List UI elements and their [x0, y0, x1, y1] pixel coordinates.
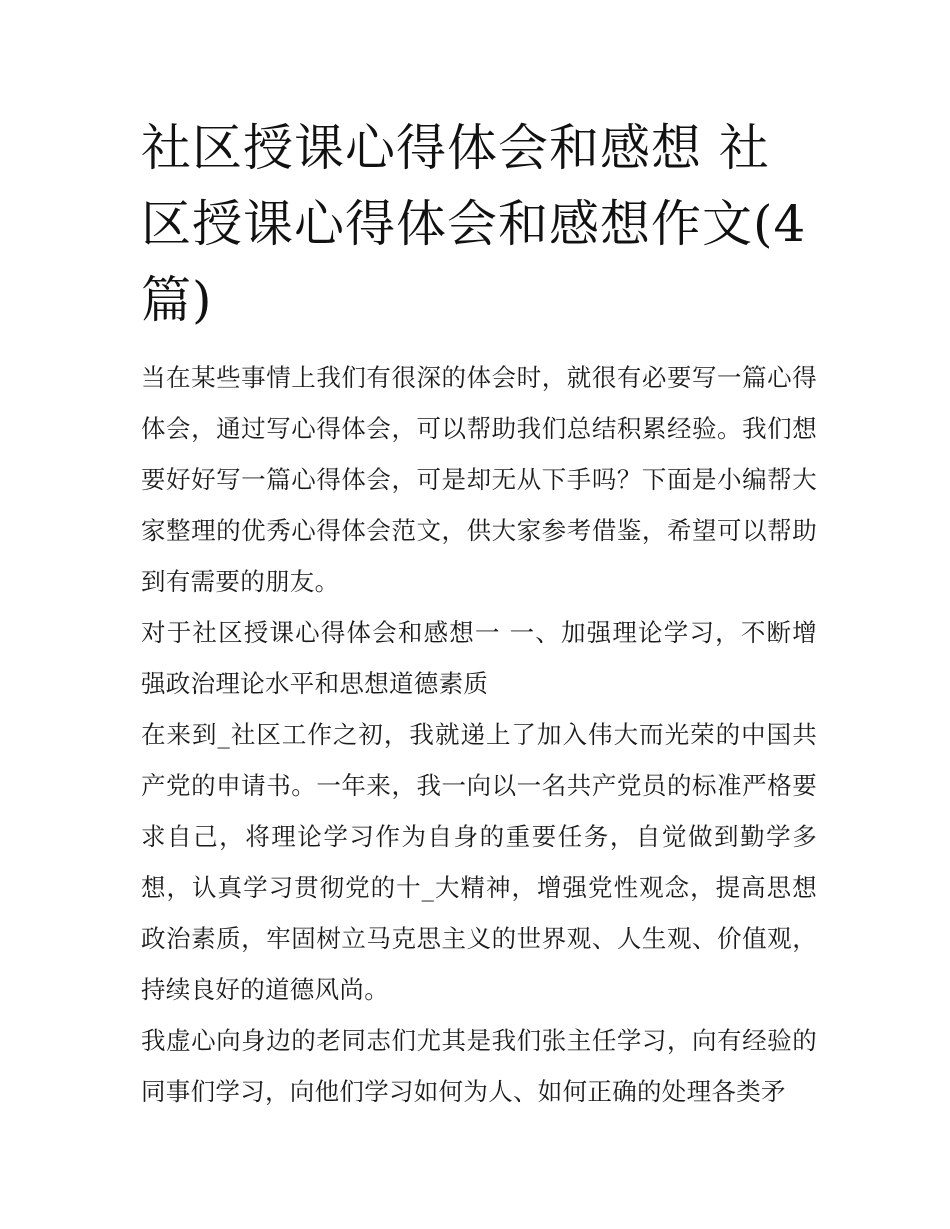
intro-paragraph: 当在某些事情上我们有很深的体会时，就很有必要写一篇心得体会，通过写心得体会，可以帮助我们总结积累经验。我们想要好好写一篇心得体会，可是却无从下手吗？下面是小编帮大家整理的优秀心得体会范文，供大家参考借鉴，希望可以帮助到有需要的朋友。 [141, 363, 817, 596]
document-page [141, 110, 817, 1117]
body-paragraph: 我虚心向身边的老同志们尤其是我们张主任学习，向有经验的同事们学习，向他们学习如何为人、如何正确的处理各类矛 [141, 1026, 817, 1106]
document-body [141, 352, 817, 1117]
section-heading-paragraph: 对于社区授课心得体会和感想一 一、加强理论学习，不断增强政治理论水平和思想道德素质 [141, 618, 817, 698]
document-title: 社区授课心得体会和感想 社区授课心得体会和感想作文(4篇) [141, 119, 807, 329]
body-paragraph: 在来到_社区工作之初，我就递上了加入伟大而光荣的中国共产党的申请书。一年来，我一向以一名共产党员的标准严格要求自己，将理论学习作为自身的重要任务，自觉做到勤学多想，认真学习贯彻党的十_大精神，增强党性观念，提高思想政治素质，牢固树立马克思主义的世界观、人生观、价值观，持续良好的道德风尚。 [141, 720, 817, 1004]
